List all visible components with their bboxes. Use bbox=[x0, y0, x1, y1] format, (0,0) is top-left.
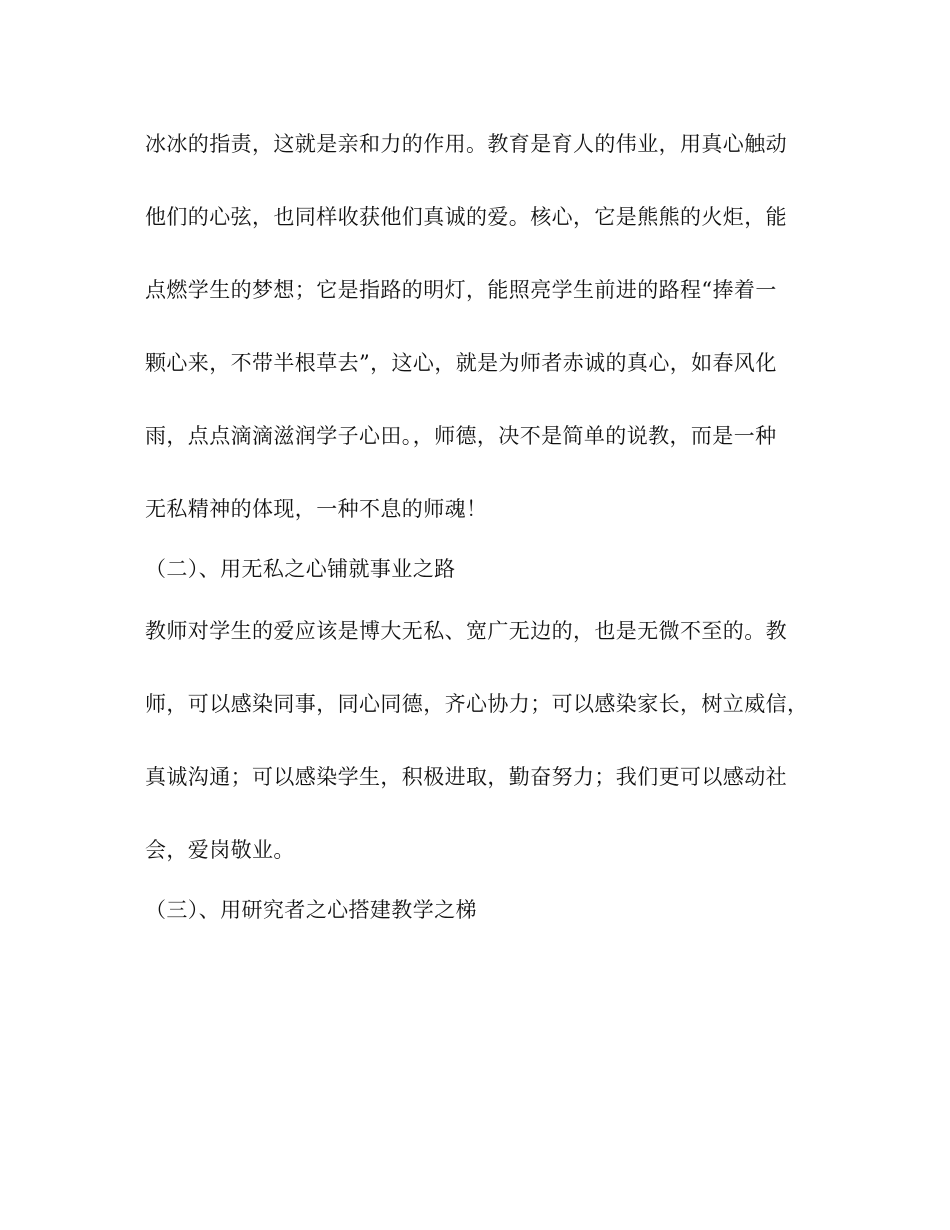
paragraph-line: 教师对学生的爱应该是博大无私、宽广无边的，也是无微不至的。教 bbox=[145, 619, 787, 643]
paragraph-line: 颗心来，不带半根草去”，这心，就是为师者赤诚的真心，如春风化 bbox=[145, 351, 777, 375]
paragraph-line: 点燃学生的梦想；它是指路的明灯，能照亮学生前进的路程“捧着一 bbox=[145, 278, 777, 302]
paragraph-line: 雨，点点滴滴滋润学子心田。，师德，决不是简单的说教，而是一种 bbox=[145, 424, 777, 448]
paragraph-line: 他们的心弦，也同样收获他们真诚的爱。核心，它是熊熊的火炬，能 bbox=[145, 205, 787, 229]
paragraph-line: 无私精神的体现，一种不息的师魂！ bbox=[145, 497, 488, 521]
section-heading: （二）、用无私之心铺就事业之路 bbox=[145, 557, 456, 581]
paragraph-line: 真诚沟通；可以感染学生，积极进取，勤奋努力；我们更可以感动社 bbox=[145, 765, 787, 789]
paragraph-line: 会，爱岗敬业。 bbox=[145, 838, 295, 862]
paragraph-line: 师，可以感染同事，同心同德，齐心协力；可以感染家长，树立威信， bbox=[145, 692, 809, 716]
paragraph-line: 冰冰的指责，这就是亲和力的作用。教育是育人的伟业，用真心触动 bbox=[145, 132, 787, 156]
section-heading: （三）、用研究者之心搭建教学之梯 bbox=[145, 898, 477, 922]
